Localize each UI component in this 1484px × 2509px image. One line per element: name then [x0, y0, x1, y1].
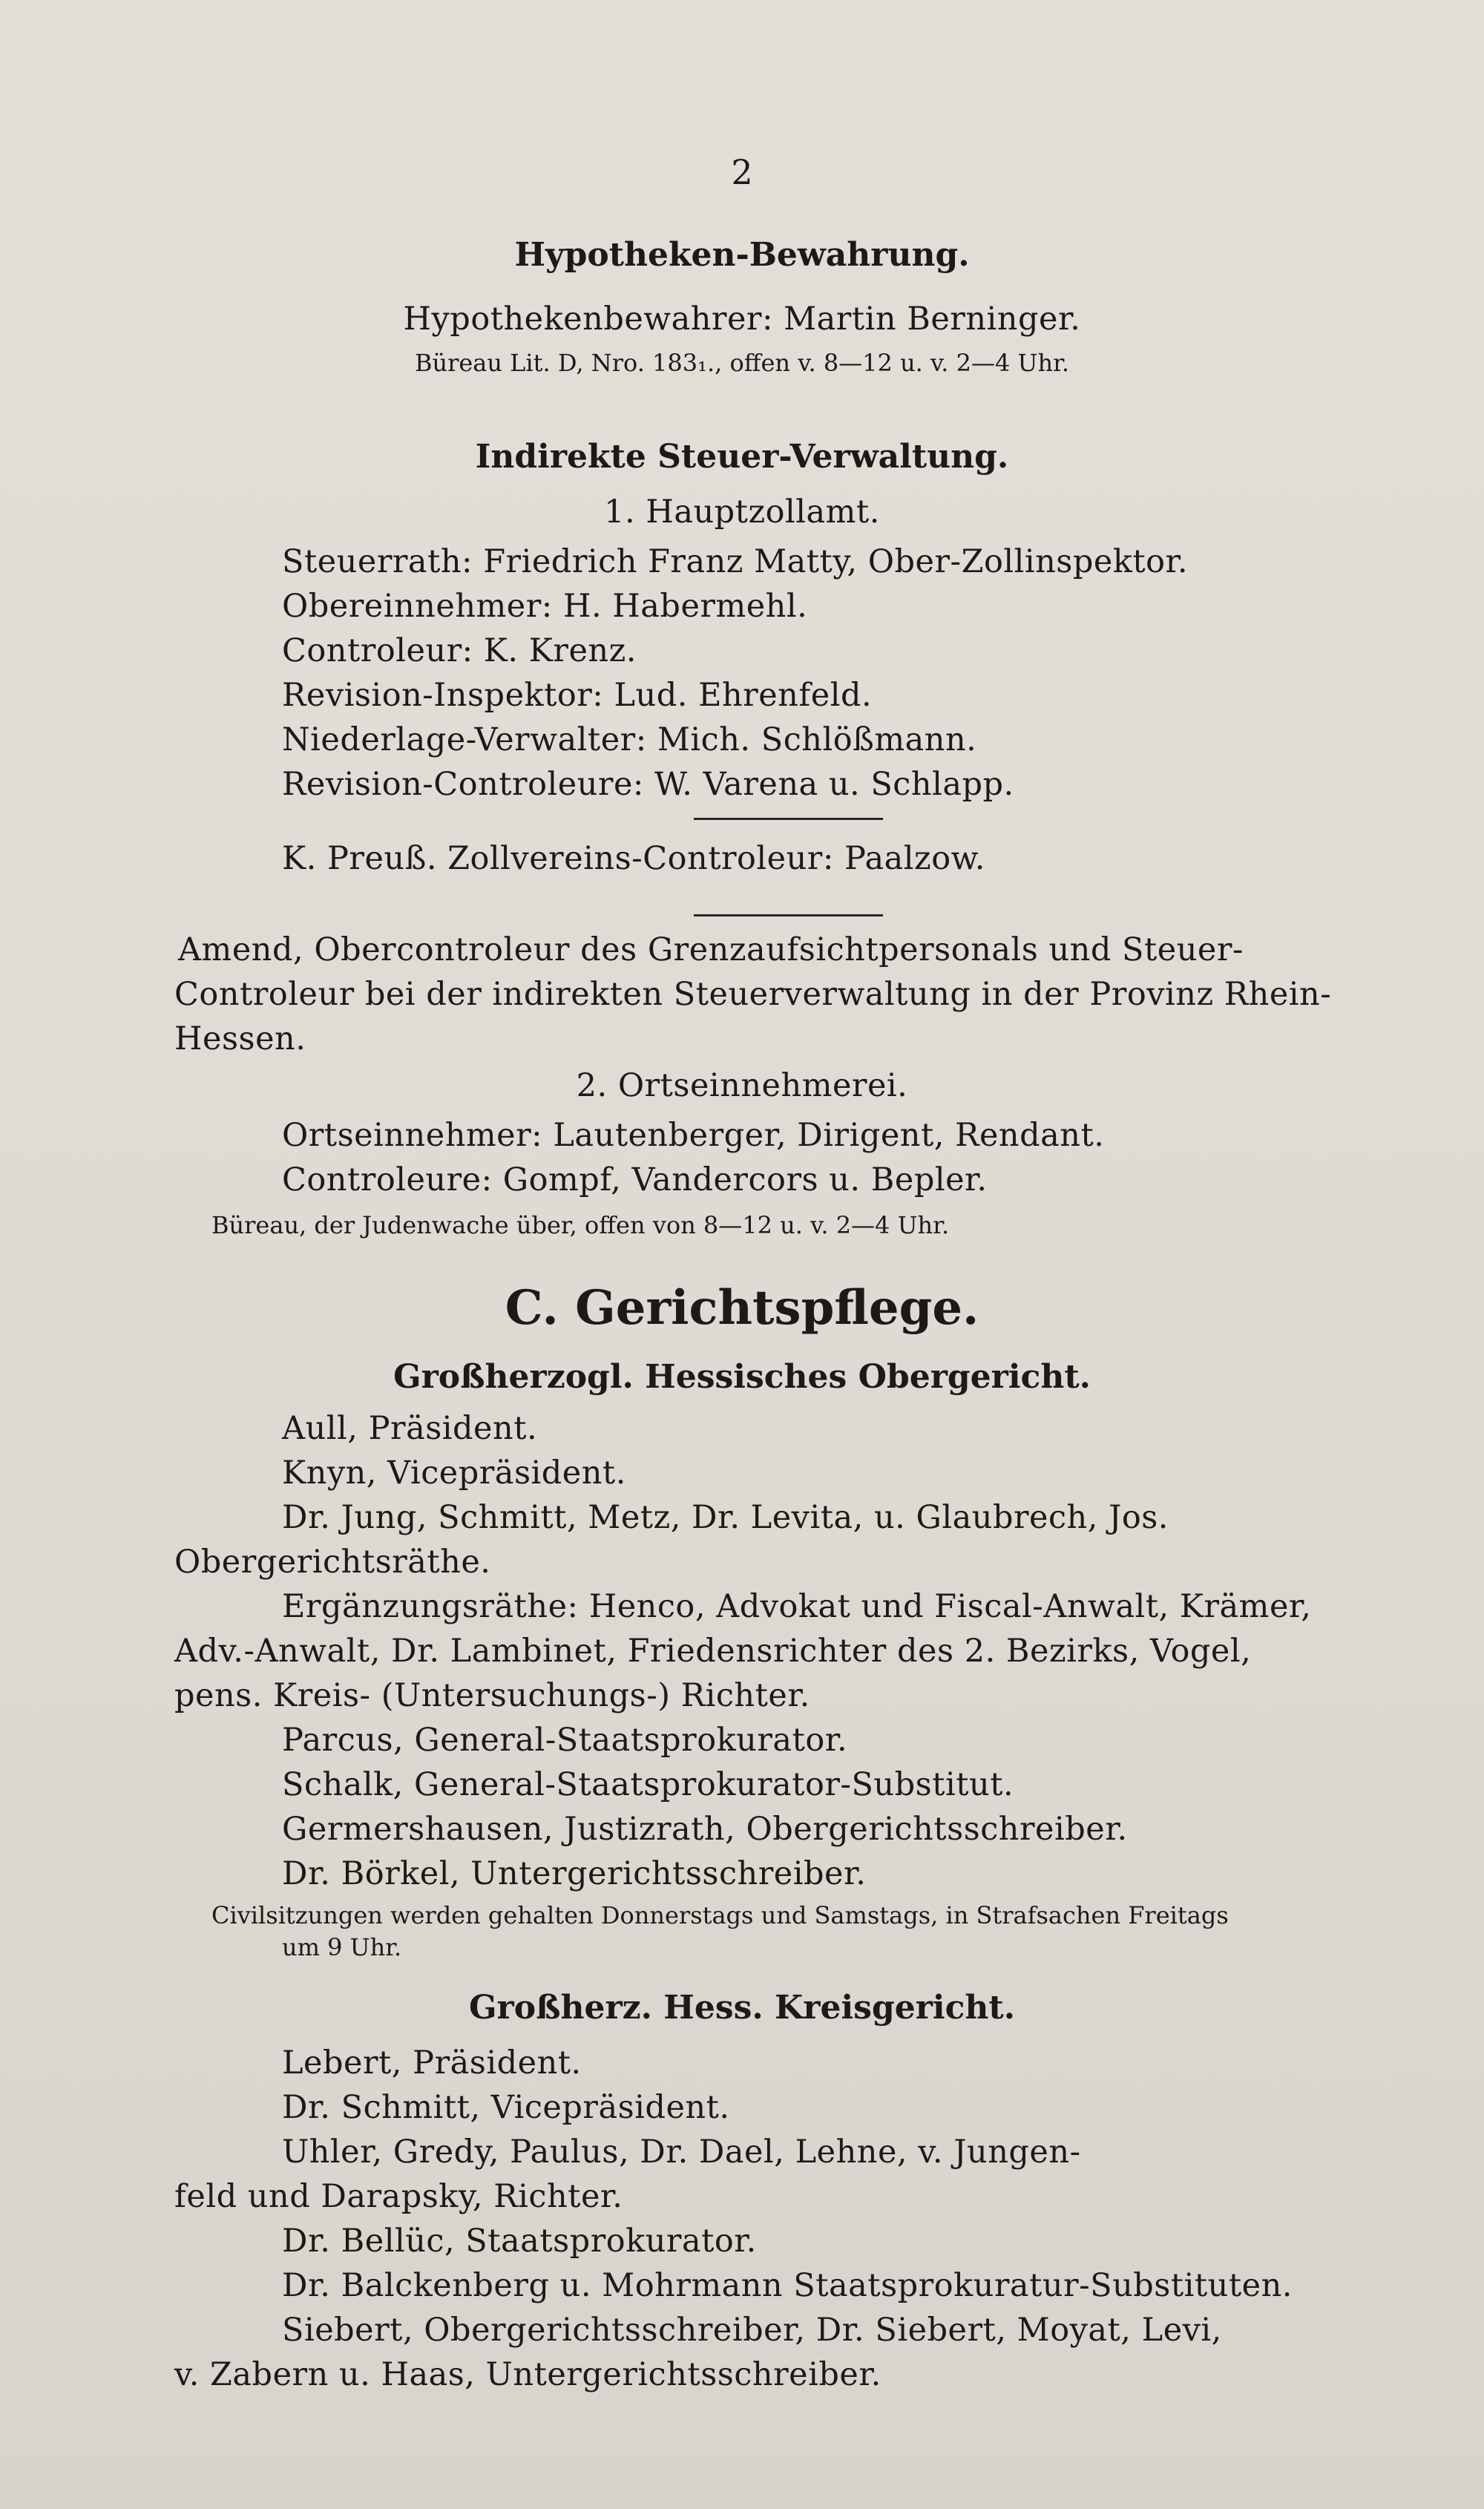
- obergericht-line: Dr. Börkel, Untergerichtsschreiber.: [282, 1855, 867, 1892]
- obergericht-line: Parcus, General-Staatsprokurator.: [282, 1722, 848, 1759]
- kreisgericht-line: Lebert, Präsident.: [282, 2044, 582, 2082]
- amend-line-1: Amend, Obercontroleur des Grenzaufsichtpersonals und Steuer-: [178, 931, 1244, 968]
- kreisgericht-line: Siebert, Obergerichtsschreiber, Dr. Siebert, Moyat, Levi,: [282, 2312, 1222, 2349]
- kreisgericht-line: Dr. Schmitt, Vicepräsident.: [282, 2089, 730, 2126]
- obergericht-line: Obergerichtsräthe.: [174, 1544, 491, 1581]
- steuer-line-1: Steuerrath: Friedrich Franz Matty, Ober-Zollinspektor.: [282, 543, 1189, 580]
- kreisgericht-line: v. Zabern u. Haas, Untergerichtsschreiber.: [174, 2356, 881, 2393]
- gericht-heading: C. Gerichtspflege.: [505, 1280, 979, 1336]
- kreisgericht-line: Uhler, Gredy, Paulus, Dr. Dael, Lehne, v. Jungen-: [282, 2134, 1081, 2171]
- obergericht-line: Knyn, Vicepräsident.: [282, 1454, 626, 1492]
- kreisgericht-line: Dr. Bellüc, Staatsprokurator.: [282, 2223, 757, 2260]
- obergericht-line: Adv.-Anwalt, Dr. Lambinet, Friedensrichter des 2. Bezirks, Vogel,: [174, 1633, 1252, 1670]
- steuer-subheading-1: 1. Hauptzollamt.: [604, 493, 880, 531]
- steuer-line-2: Obereinnehmer: H. Habermehl.: [282, 588, 808, 625]
- steuer-line-3: Controleur: K. Krenz.: [282, 632, 637, 669]
- hyp-line-2: Büreau Lit. D, Nro. 183₁., offen v. 8—12 u. v. 2—4 Uhr.: [414, 349, 1070, 377]
- hyp-heading: Hypotheken-Bewahrung.: [514, 236, 970, 274]
- hyp-line-1: Hypothekenbewahrer: Martin Berninger.: [403, 301, 1081, 338]
- obergericht-note-2: um 9 Uhr.: [282, 1933, 402, 1961]
- steuer-line-5: Niederlage-Verwalter: Mich. Schlößmann.: [282, 721, 977, 758]
- obergericht-line: Germershausen, Justizrath, Obergerichtsschreiber.: [282, 1811, 1128, 1848]
- kreisgericht-line: feld und Darapsky, Richter.: [174, 2178, 623, 2215]
- obergericht-line: Schalk, General-Staatsprokurator-Substitut.: [282, 1766, 1014, 1803]
- obergericht-line: Aull, Präsident.: [282, 1410, 538, 1447]
- amend-line-3: Hessen.: [174, 1020, 306, 1057]
- steuer-line-4: Revision-Inspektor: Lud. Ehrenfeld.: [282, 677, 873, 714]
- steuer-heading: Indirekte Steuer-Verwaltung.: [475, 438, 1009, 476]
- divider-rule: [694, 914, 883, 916]
- kreisgericht-heading: Großherz. Hess. Kreisgericht.: [468, 1989, 1016, 2027]
- obergericht-line: Dr. Jung, Schmitt, Metz, Dr. Levita, u. Glaubrech, Jos.: [282, 1499, 1169, 1536]
- ort-line-2: Controleure: Gompf, Vandercors u. Bepler.: [282, 1161, 988, 1198]
- steuer-line-6: Revision-Controleure: W. Varena u. Schlapp.: [282, 766, 1014, 803]
- page-number: 2: [731, 152, 753, 192]
- obergericht-heading: Großherzogl. Hessisches Obergericht.: [393, 1358, 1091, 1396]
- kreisgericht-line: Dr. Balckenberg u. Mohrmann Staatsprokuratur-Substituten.: [282, 2267, 1293, 2304]
- preuss-controleur: K. Preuß. Zollvereins-Controleur: Paalzow.: [282, 840, 985, 877]
- obergericht-line: pens. Kreis- (Untersuchungs-) Richter.: [174, 1677, 810, 1714]
- obergericht-line: Ergänzungsräthe: Henco, Advokat und Fiscal-Anwalt, Krämer,: [282, 1588, 1312, 1625]
- ort-line-1: Ortseinnehmer: Lautenberger, Dirigent, Rendant.: [282, 1117, 1105, 1154]
- ort-line-3: Büreau, der Judenwache über, offen von 8—12 u. v. 2—4 Uhr.: [211, 1211, 950, 1239]
- amend-line-2: Controleur bei der indirekten Steuerverwaltung in der Provinz Rhein-: [174, 976, 1332, 1013]
- obergericht-note-1: Civilsitzungen werden gehalten Donnerstags und Samstags, in Strafsachen Freitags: [211, 1901, 1229, 1929]
- steuer-subheading-2: 2. Ortseinnehmerei.: [576, 1067, 908, 1104]
- divider-rule: [694, 818, 883, 820]
